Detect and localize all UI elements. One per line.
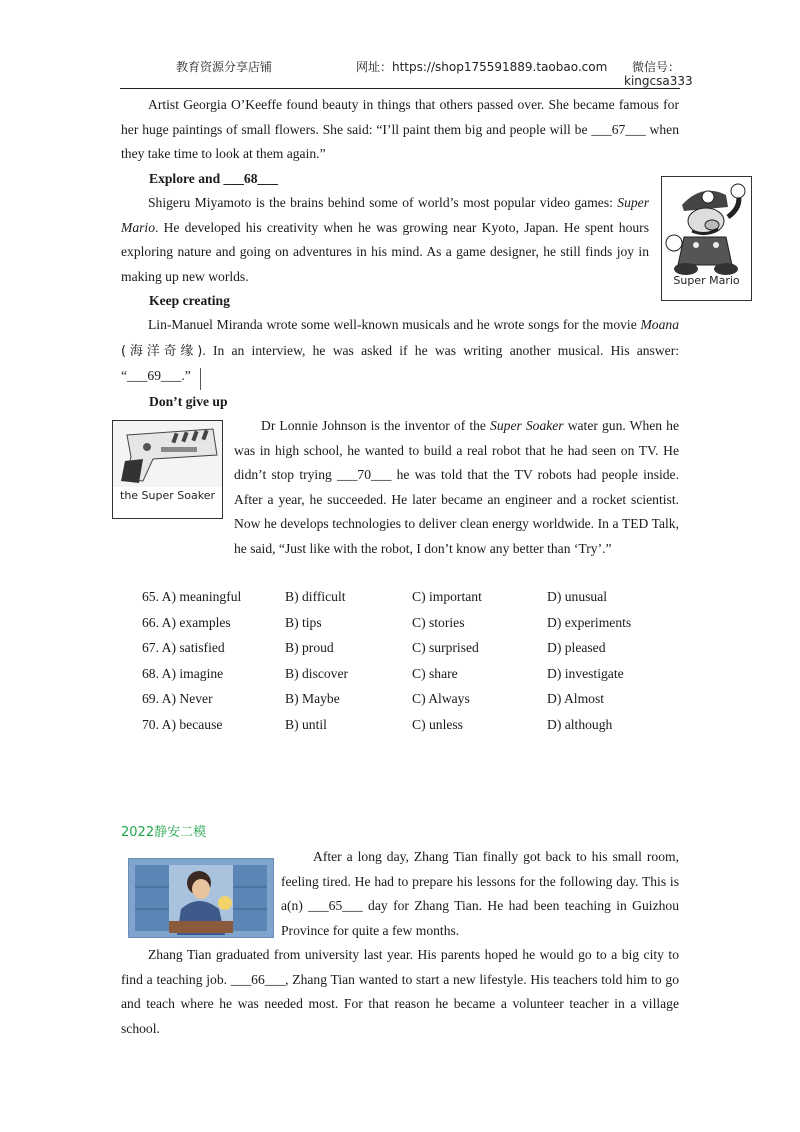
miyamoto-text-a: Shigeru Miyamoto is the brains behind some of world’s most popular video games: — [148, 195, 618, 210]
heading-dont-give-up: Don’t give up — [149, 394, 228, 409]
shop-url[interactable]: 网址：https://shop175591889.taobao.com — [356, 60, 608, 74]
johnson-paragraph-wrap — [121, 414, 679, 561]
option-68-d[interactable]: D) investigate — [547, 665, 624, 681]
game-title: Super Mario — [121, 195, 649, 235]
option-69-c[interactable]: C) Always — [412, 691, 470, 707]
miyamoto-text-b: . He developed his creativity when he was growing near Kyoto, Japan. He spent hours exploring nature and going on adventures in his mind. As a game designer, he still finds joy in making up new worlds. — [121, 219, 649, 284]
zhang-paragraph-1: After a long day, Zhang Tian finally got back to his small room, feeling tired. He had to prepare his lessons for the following day. This is a(n) ___65___ day for Zhang Tian. He had been teaching in Guizhou Province for quite a few months. — [281, 849, 679, 938]
float-spacer-2 — [121, 845, 281, 935]
wechat-label: 微信号： — [632, 60, 681, 74]
source-tag: 2022静安二模 — [121, 825, 207, 840]
miranda-paragraph — [121, 313, 679, 389]
option-70-d[interactable]: D) although — [547, 717, 613, 732]
movie-chinese-title: (海洋奇缘) — [121, 343, 203, 359]
option-67-d[interactable]: D) pleased — [547, 640, 606, 656]
zhang-paragraph-wrap — [121, 845, 679, 943]
option-66-d[interactable]: D) experiments — [547, 614, 632, 630]
option-66-a[interactable]: 66. A) examples — [142, 614, 231, 630]
invention-title: Super Soaker — [490, 418, 564, 433]
option-70-a[interactable]: 70. A) because — [142, 717, 223, 732]
option-68-b[interactable]: B) discover — [285, 665, 349, 681]
option-65-a[interactable]: 65. A) meaningful — [142, 589, 242, 604]
movie-title: Moana — [640, 317, 679, 332]
option-65-c[interactable]: C) important — [412, 589, 482, 604]
mario-image — [662, 177, 751, 277]
option-69-b[interactable]: B) Maybe — [285, 691, 340, 707]
okeeffe-paragraph: Artist Georgia O’Keeffe found beauty in things that others passed over. She became famous for her huge paintings of small flowers. She said: “I’ll paint them big and people will be ___67___ when they take time to look at them again.” — [121, 97, 679, 161]
miranda-text-a: Lin-Manuel Miranda wrote some well-known musicals and he wrote songs for the movie — [148, 317, 641, 332]
option-70-b[interactable]: B) until — [285, 717, 327, 732]
soaker-caption: the Super Soaker — [120, 489, 215, 502]
option-69-a[interactable]: 69. A) Never — [142, 691, 213, 707]
shop-name: 教育资源分享店铺 — [176, 60, 273, 74]
page-header — [0, 0, 800, 90]
option-68-a[interactable]: 68. A) imagine — [142, 665, 224, 681]
option-70-c[interactable]: C) unless — [412, 717, 463, 732]
header-rule — [120, 88, 680, 89]
johnson-text-a: Dr Lonnie Johnson is the inventor of the — [261, 418, 491, 433]
mario-figure — [661, 176, 752, 301]
miyamoto-paragraph — [121, 191, 649, 289]
heading-explore: Explore and ___68___ — [149, 171, 278, 186]
wechat-id: kingcsa333 — [624, 74, 693, 88]
heading-keep-creating: Keep creating — [149, 293, 230, 308]
miranda-text-b: . In an interview, he was asked if he was writing another musical. His answer: “___69___.” — [121, 342, 679, 383]
text-cursor — [200, 368, 201, 390]
option-67-b[interactable]: B) proud — [285, 640, 334, 656]
option-66-b[interactable]: B) tips — [285, 614, 322, 630]
option-66-c[interactable]: C) stories — [412, 614, 465, 630]
option-68-c[interactable]: C) share — [412, 665, 458, 681]
option-65-d[interactable]: D) unusual — [547, 589, 608, 604]
float-spacer — [121, 414, 234, 538]
option-69-d[interactable]: D) Almost — [547, 691, 605, 707]
mario-caption: Super Mario — [673, 274, 740, 287]
zhang-paragraph-2: Zhang Tian graduated from university last year. His parents hoped he would go to a big city to find a teaching job. ___66___, Zhang Tian wanted to start a new lifestyle. His teachers told him to go and teach where he was needed most. For that reason he became a volunteer teacher in a village school. — [121, 947, 679, 1036]
option-67-a[interactable]: 67. A) satisfied — [142, 640, 225, 656]
option-67-c[interactable]: C) surprised — [412, 640, 479, 656]
option-65-b[interactable]: B) difficult — [285, 589, 346, 604]
johnson-text-b: water gun. When he was in high school, he wanted to build a real robot that he had seen on TV. He didn’t stop trying ___70___ he was told that the TV robots had people inside. After a year, he succeeded. He later became an engineer and a rocket scientist. Now he develops technologies to deliver clean energy worldwide. In a TED Talk, he said, “Just like with the robot, I don’t know any better than ‘Try’.” — [234, 418, 679, 556]
